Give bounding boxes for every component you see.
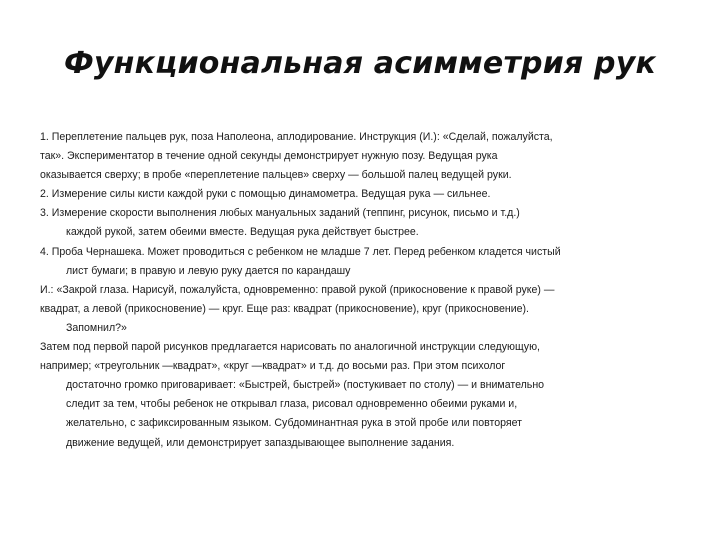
body-line: 1. Переплетение пальцев рук, поза Наполеона, аплодирование. Инструкция (И.): «Сделай, пожалуйста, [40,131,553,143]
body-line: каждой рукой, затем обеими вместе. Ведущая рука действует быстрее. [66,226,419,239]
body-line: например; «треугольник —квадрат», «круг —квадрат» и т.д. до восьми раз. При этом психолог [40,360,506,373]
body-line: 4. Проба Чернашека. Может проводиться с ребенком не младше 7 лет. Перед ребенком кладется чистый [40,245,561,258]
body-line: 3. Измерение скорости выполнения любых мануальных заданий (теппинг, рисунок, письмо и т.д.) [40,207,520,220]
slide-title: Функциональная асимметрия рук [63,46,657,81]
body-line: квадрат, а левой (прикосновение) — круг. Еще раз: квадрат (прикосновение), круг (прикосновение). [40,302,529,315]
body-line: следит за тем, чтобы ребенок не открывал глаза, рисовал одновременно обеими руками и, [66,398,518,411]
body-line: И.: «Закрой глаза. Нарисуй, пожалуйста, одновременно: правой рукой (прикосновение к правой руке) — [40,283,555,296]
body-line: 2. Измерение силы кисти каждой руки с помощью динамометра. Ведущая рука — сильнее. [40,188,491,201]
body-line: движение ведущей, или демонстрирует запаздывающее выполнение задания. [66,436,455,449]
body-line: так». Экспериментатор в течение одной секунды демонстрирует нужную позу. Ведущая рука [40,150,498,163]
body-line: Запомнил?» [66,321,127,334]
body-line: лист бумаги; в правую и левую руку дается по карандашу [66,264,351,277]
body-line: оказывается сверху; в пробе «переплетение пальцев» сверху — большой палец ведущей руки. [40,169,512,182]
body-line: желательно, с зафиксированным языком. Субдоминантная рука в этой пробе или повторяет [66,417,523,430]
slide-body-text [40,128,688,453]
body-line: достаточно громко приговаривает: «Быстрей, быстрей» (постукивает по столу) — и внимательно [66,379,545,392]
body-line: Затем под первой парой рисунков предлагается нарисовать по аналогичной инструкции следующую, [40,341,540,354]
